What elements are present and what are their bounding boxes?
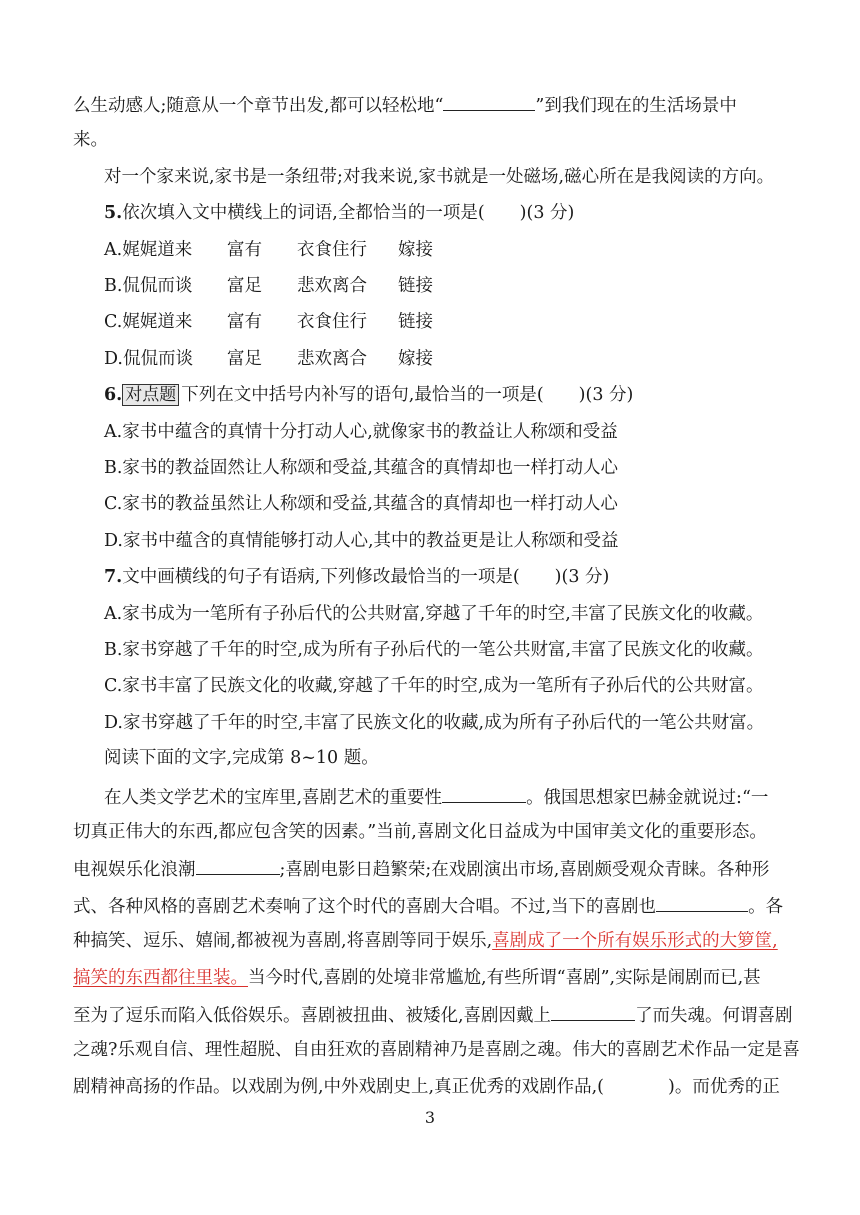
text: 剧精神高扬的作品。以戏剧为例,中外戏剧史上,真正优秀的戏剧作品,( bbox=[73, 1077, 605, 1097]
passage-line bbox=[73, 1002, 860, 1028]
option-cell: 衣食住行 bbox=[297, 240, 367, 260]
question-7-stem bbox=[104, 565, 860, 589]
option-cell: 富足 bbox=[227, 349, 262, 369]
text: 了而失魂。何谓喜剧 bbox=[635, 1006, 793, 1026]
option-c: C.家书丰富了民族文化的收藏,穿越了千年的时空,成为一笔所有子孙后代的公共财富。 bbox=[104, 676, 764, 696]
fill-blank bbox=[196, 856, 280, 875]
text: 至为了逗乐而陷入低俗娱乐。喜剧被扭曲、被矮化,喜剧因戴上 bbox=[73, 1006, 552, 1026]
text: 种搞笑、逗乐、嬉闹,都被视为喜剧,将喜剧等同于娱乐, bbox=[73, 931, 493, 951]
passage-line bbox=[73, 893, 860, 919]
passage-line bbox=[73, 929, 860, 953]
text: 式、各种风格的喜剧艺术奏响了这个时代的喜剧大合唱。不过,当下的喜剧也 bbox=[73, 897, 657, 917]
option-cell: 悲欢离合 bbox=[297, 276, 367, 296]
option-cell: D.侃侃而谈 bbox=[104, 349, 193, 369]
question-5-stem bbox=[104, 201, 860, 225]
text: 么生动感人;随意从一个章节出发,都可以轻松地“ bbox=[73, 96, 444, 116]
option-cell: 衣食住行 bbox=[297, 312, 367, 332]
question-tag-badge: 对点题 bbox=[122, 384, 179, 406]
option-cell: 富有 bbox=[227, 240, 262, 260]
text: ”到我们现在的生活场景中 bbox=[535, 96, 737, 116]
option-cell: 富足 bbox=[227, 276, 262, 296]
option-cell: 富有 bbox=[227, 312, 262, 332]
text: )。而优秀的正 bbox=[668, 1077, 780, 1097]
option-a: A.家书成为一笔所有子孙后代的公共财富,穿越了千年的时空,丰富了民族文化的收藏。 bbox=[104, 604, 764, 624]
text: 。各 bbox=[748, 897, 784, 917]
option-c: C.家书的教益虽然让人称颂和受益,其蕴含的真情却也一样打动人心 bbox=[104, 494, 618, 514]
question-text: 依次填入文中横线上的词语,全都恰当的一项是( )(3 分) bbox=[122, 203, 575, 223]
page-number: 3 bbox=[424, 1108, 436, 1127]
fill-blank bbox=[442, 784, 526, 803]
question-number: 6. bbox=[104, 385, 123, 405]
text: 电视娱乐化浪潮 bbox=[73, 860, 196, 880]
text: 在人类文学艺术的宝库里,喜剧艺术的重要性 bbox=[104, 788, 443, 808]
option-cell: 链接 bbox=[398, 276, 433, 296]
passage-line bbox=[73, 856, 860, 882]
fill-blank bbox=[656, 893, 748, 912]
option-d: D.家书中蕴含的真情能够打动人心,其中的教益更是让人称颂和受益 bbox=[104, 531, 619, 551]
option-cell: 悲欢离合 bbox=[297, 349, 367, 369]
option-cell: 链接 bbox=[398, 312, 433, 332]
option-cell: C.娓娓道来 bbox=[104, 312, 193, 332]
passage-line bbox=[104, 784, 860, 810]
text: 当今时代,喜剧的处境非常尴尬,有些所谓“喜剧”,实际是闹剧而已,甚 bbox=[248, 968, 761, 988]
question-text: 下列在文中括号内补写的语句,最恰当的一项是( )(3 分) bbox=[181, 385, 634, 405]
option-d: D.家书穿越了千年的时空,丰富了民族文化的收藏,成为所有子孙后代的一笔公共财富。 bbox=[104, 713, 765, 733]
passage-line bbox=[73, 966, 860, 990]
text: ;喜剧电影日趋繁荣;在戏剧演出市场,喜剧颇受观众青睐。各种形 bbox=[279, 860, 770, 880]
passage-line: 对一个家来说,家书是一条纽带;对我来说,家书就是一处磁场,磁心所在是我阅读的方向。 bbox=[104, 167, 775, 187]
underlined-sentence: 搞笑的东西都往里装。 bbox=[73, 968, 248, 988]
option-cell: B.侃侃而谈 bbox=[104, 276, 193, 296]
option-b: B.家书的教益固然让人称颂和受益,其蕴含的真情却也一样打动人心 bbox=[104, 458, 618, 478]
option-b: B.家书穿越了千年的时空,成为所有子孙后代的一笔公共财富,丰富了民族文化的收藏。 bbox=[104, 640, 764, 660]
question-number: 5. bbox=[104, 203, 123, 223]
reading-instruction: 阅读下面的文字,完成第 8~10 题。 bbox=[104, 748, 379, 768]
fill-blank bbox=[551, 1002, 635, 1021]
text: 。俄国思想家巴赫金就说过:“一 bbox=[526, 788, 769, 808]
question-6-stem bbox=[104, 383, 860, 407]
option-a: A.家书中蕴含的真情十分打动人心,就像家书的教益让人称颂和受益 bbox=[104, 422, 618, 442]
passage-line: 之魂?乐观自信、理性超脱、自由狂欢的喜剧精神乃是喜剧之魂。伟大的喜剧艺术作品一定是喜 bbox=[73, 1040, 800, 1060]
passage-line bbox=[73, 1075, 860, 1099]
fill-blank bbox=[443, 92, 535, 111]
passage-line: 切真正伟大的东西,都应包含笑的因素。”当前,喜剧文化日益成为中国审美文化的重要形态。 bbox=[73, 822, 767, 842]
option-cell: 嫁接 bbox=[398, 349, 433, 369]
underlined-sentence: 喜剧成了一个所有娱乐形式的大箩筐, bbox=[492, 931, 778, 951]
option-cell: A.娓娓道来 bbox=[104, 240, 193, 260]
option-cell: 嫁接 bbox=[398, 240, 433, 260]
question-text: 文中画横线的句子有语病,下列修改最恰当的一项是( )(3 分) bbox=[122, 567, 610, 587]
question-number: 7. bbox=[104, 567, 123, 587]
passage-line bbox=[73, 92, 860, 118]
passage-line: 来。 bbox=[73, 130, 108, 150]
